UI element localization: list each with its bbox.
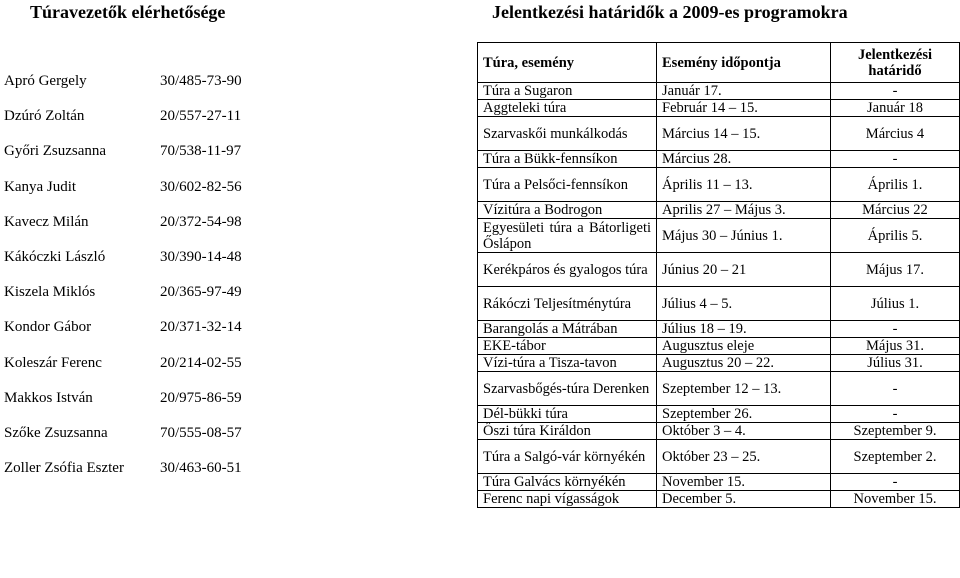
deadline-cell: - <box>831 474 960 491</box>
deadline-cell: Március 4 <box>831 117 960 151</box>
deadline-cell: Szeptember 9. <box>831 423 960 440</box>
deadline-cell: Április 1. <box>831 168 960 202</box>
contact-row <box>4 64 294 99</box>
date-cell: Augusztus 20 – 22. <box>657 355 831 372</box>
table-row <box>478 491 960 508</box>
contact-phone: 30/485-73-90 <box>160 73 242 90</box>
event-cell: Barangolás a Mátrában <box>478 321 657 338</box>
deadline-cell: Január 18 <box>831 100 960 117</box>
deadline-cell: Május 17. <box>831 253 960 287</box>
contact-phone: 30/463-60-51 <box>160 460 242 477</box>
deadline-cell: - <box>831 83 960 100</box>
contact-name: Kondor Gábor <box>4 319 92 336</box>
table-row <box>478 440 960 474</box>
deadline-cell: Szeptember 2. <box>831 440 960 474</box>
event-cell: Vízitúra a Bodrogon <box>478 202 657 219</box>
event-cell: Túra a Pelsőci-fennsíkon <box>478 168 657 202</box>
table-row <box>478 253 960 287</box>
table-row <box>478 168 960 202</box>
date-cell: Október 3 – 4. <box>657 423 831 440</box>
contact-row <box>4 134 294 169</box>
date-cell: Szeptember 26. <box>657 406 831 423</box>
contact-row <box>4 170 294 205</box>
table-row <box>478 338 960 355</box>
event-cell: Túra a Bükk-fennsíkon <box>478 151 657 168</box>
contact-name: Zoller Zsófia Eszter <box>4 460 124 477</box>
table-row <box>478 372 960 406</box>
schedule-table <box>477 42 960 508</box>
contact-row <box>4 99 294 134</box>
schedule-header-row <box>478 43 960 83</box>
table-row <box>478 202 960 219</box>
deadline-cell: - <box>831 321 960 338</box>
contact-phone: 30/602-82-56 <box>160 178 242 195</box>
date-cell: Február 14 – 15. <box>657 100 831 117</box>
date-cell: Október 23 – 25. <box>657 440 831 474</box>
event-cell: Túra Galvács környékén <box>478 474 657 491</box>
contact-phone: 70/538-11-97 <box>160 143 242 160</box>
deadline-cell: November 15. <box>831 491 960 508</box>
table-row <box>478 423 960 440</box>
contact-row <box>4 240 294 275</box>
contact-name: Apró Gergely <box>4 73 87 90</box>
date-cell: Március 14 – 15. <box>657 117 831 151</box>
contact-name: Makkos István <box>4 389 93 406</box>
contact-name: Dzúró Zoltán <box>4 108 85 125</box>
header-date: Esemény időpontja <box>657 43 831 83</box>
schedule-title: Jelentkezési határidők a 2009-es programokra <box>492 2 848 22</box>
date-cell: Május 30 – Június 1. <box>657 219 831 253</box>
contact-row <box>4 381 294 416</box>
deadline-cell: - <box>831 406 960 423</box>
table-row <box>478 83 960 100</box>
contact-phone: 20/214-02-55 <box>160 354 242 371</box>
event-cell: Szarvaskői munkálkodás <box>478 117 657 151</box>
table-row <box>478 406 960 423</box>
event-cell: Túra a Sugaron <box>478 83 657 100</box>
contact-phone: 30/390-14-48 <box>160 249 242 266</box>
event-cell: Ferenc napi vígasságok <box>478 491 657 508</box>
contact-row <box>4 275 294 310</box>
header-deadline: Jelentkezési határidő <box>831 43 960 83</box>
table-row <box>478 219 960 253</box>
date-cell: Szeptember 12 – 13. <box>657 372 831 406</box>
deadline-cell: Július 1. <box>831 287 960 321</box>
deadline-cell: - <box>831 372 960 406</box>
contact-name: Kiszela Miklós <box>4 284 96 301</box>
table-row <box>478 321 960 338</box>
contact-name: Győri Zsuzsanna <box>4 143 107 160</box>
contact-row <box>4 346 294 381</box>
date-cell: December 5. <box>657 491 831 508</box>
contact-phone: 20/557-27-11 <box>160 108 242 125</box>
header-event: Túra, esemény <box>478 43 657 83</box>
contact-name: Koleszár Ferenc <box>4 354 102 371</box>
contact-phone: 20/365-97-49 <box>160 284 242 301</box>
deadline-cell: Május 31. <box>831 338 960 355</box>
event-cell: EKE-tábor <box>478 338 657 355</box>
date-cell: Április 11 – 13. <box>657 168 831 202</box>
date-cell: Március 28. <box>657 151 831 168</box>
contact-phone: 20/372-54-98 <box>160 213 242 230</box>
deadline-cell: Március 22 <box>831 202 960 219</box>
contact-name: Kavecz Milán <box>4 213 89 230</box>
deadline-cell: - <box>831 151 960 168</box>
date-cell: Január 17. <box>657 83 831 100</box>
date-cell: Aprilis 27 – Május 3. <box>657 202 831 219</box>
contact-name: Szőke Zsuzsanna <box>4 424 108 441</box>
event-cell: Őszi túra Királdon <box>478 423 657 440</box>
contacts-list <box>4 64 294 486</box>
contact-phone: 20/975-86-59 <box>160 389 242 406</box>
contacts-title: Túravezetők elérhetősége <box>30 2 226 22</box>
deadline-cell: Április 5. <box>831 219 960 253</box>
date-cell: Augusztus eleje <box>657 338 831 355</box>
event-cell: Túra a Salgó-vár környékén <box>478 440 657 474</box>
event-cell: Kerékpáros és gyalogos túra <box>478 253 657 287</box>
event-cell: Dél-bükki túra <box>478 406 657 423</box>
event-cell: Szarvasbőgés-túra Derenken <box>478 372 657 406</box>
event-cell: Vízi-túra a Tisza-tavon <box>478 355 657 372</box>
event-cell: Rákóczi Teljesítménytúra <box>478 287 657 321</box>
date-cell: Július 18 – 19. <box>657 321 831 338</box>
contact-phone: 70/555-08-57 <box>160 424 242 441</box>
contact-name: Kanya Judit <box>4 178 77 195</box>
table-row <box>478 100 960 117</box>
contact-row <box>4 416 294 451</box>
contact-row <box>4 310 294 345</box>
date-cell: Június 20 – 21 <box>657 253 831 287</box>
date-cell: November 15. <box>657 474 831 491</box>
table-row <box>478 474 960 491</box>
table-row <box>478 287 960 321</box>
contact-name: Kákóczki László <box>4 249 106 266</box>
contact-phone: 20/371-32-14 <box>160 319 242 336</box>
table-row <box>478 151 960 168</box>
event-cell: Egyesületi túra a Bátorligeti Őslápon <box>478 219 657 253</box>
date-cell: Július 4 – 5. <box>657 287 831 321</box>
event-cell: Aggteleki túra <box>478 100 657 117</box>
table-row <box>478 117 960 151</box>
contact-row <box>4 451 294 486</box>
table-row <box>478 355 960 372</box>
deadline-cell: Július 31. <box>831 355 960 372</box>
contact-row <box>4 205 294 240</box>
